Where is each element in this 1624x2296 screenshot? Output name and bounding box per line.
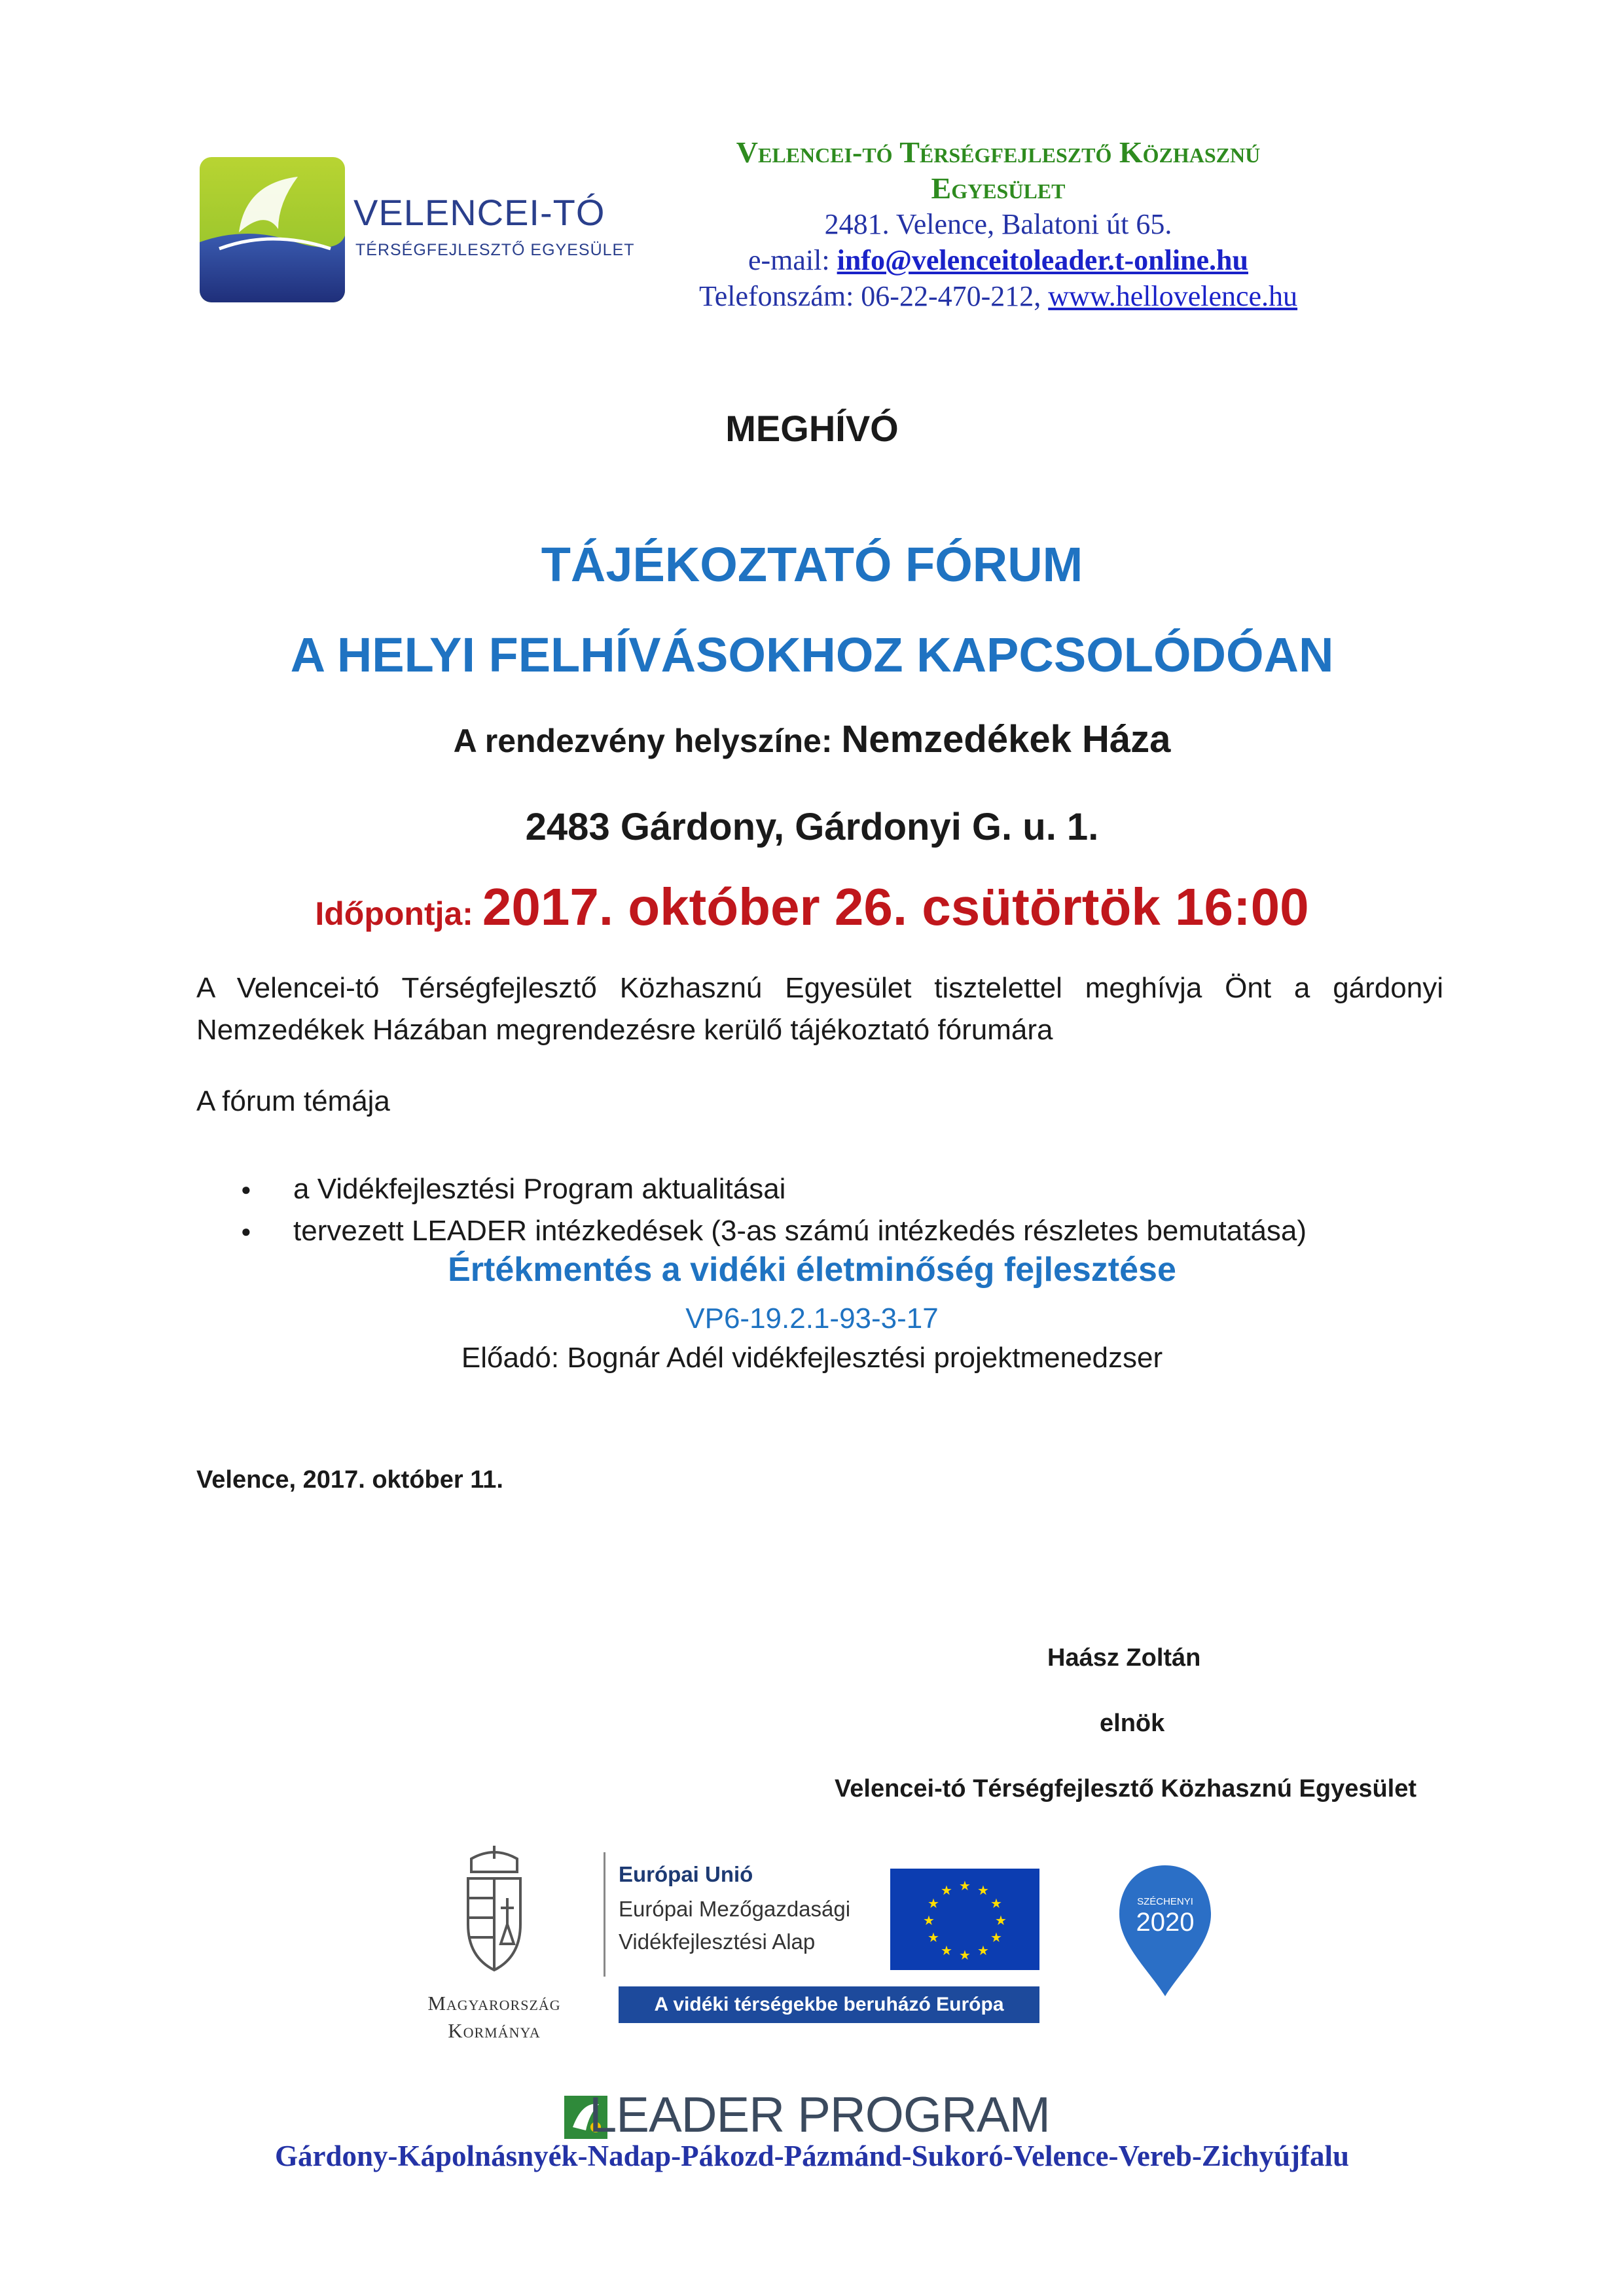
leader-program-text: LEADER PROGRAM: [589, 2087, 1050, 2143]
email-link[interactable]: info@velenceitoleader.t-online.hu: [837, 244, 1248, 276]
email-label: e-mail:: [748, 244, 837, 276]
signer-organization: Velencei-tó Térségfejlesztő Közhasznú Egyesület: [835, 1775, 1417, 1803]
svg-text:★: ★: [941, 1943, 952, 1958]
svg-text:★: ★: [928, 1929, 939, 1945]
forum-title-line-2: A HELYI FELHÍVÁSOKHOZ KAPCSOLÓDÓAN: [290, 628, 1334, 682]
org-email-line: [628, 242, 1368, 278]
signer-name: Haász Zoltán: [1047, 1644, 1201, 1672]
phone-label: Telefonszám: 06-22-470-212,: [698, 280, 1049, 312]
svg-text:★: ★: [923, 1912, 935, 1928]
logo-emblem: [200, 157, 345, 302]
map-pin-icon: [1113, 1859, 1218, 2003]
organization-contact: [628, 134, 1368, 314]
topic-list: [241, 1168, 1307, 1252]
presenter: Előadó: Bognár Adél vidékfejlesztési projektmenedzser: [461, 1342, 1163, 1374]
org-name-line-1: Velencei-tó Térségfejlesztő Közhasznú: [736, 135, 1261, 169]
hungarian-government-text: [393, 1990, 596, 2045]
org-address: 2481. Velence, Balatoni út 65.: [824, 208, 1172, 240]
svg-text:★: ★: [941, 1882, 952, 1898]
svg-text:★: ★: [990, 1929, 1002, 1945]
org-phone-line: [628, 278, 1368, 314]
szechenyi-2020-logo: [1113, 1859, 1218, 2003]
program-title: Értékmentés a vidéki életminőség fejlesztése: [448, 1251, 1176, 1289]
venue-line: [0, 717, 1624, 761]
intro-paragraph: A Velencei-tó Térségfejlesztő Közhasznú Egyesület tisztelettel meghívja Önt a gárdonyi Nemzedékek Házában megrendezésre kerülő tájékoztató fórumára: [196, 972, 1443, 1046]
venue-name: Nemzedékek Háza: [841, 718, 1171, 761]
logo-title: VELENCEI-TÓ: [353, 192, 605, 233]
svg-text:★: ★: [959, 1878, 971, 1893]
program-code: VP6-19.2.1-93-3-17: [685, 1302, 939, 1335]
event-time-line: [0, 877, 1624, 937]
venue-address: 2483 Gárdony, Gárdonyi G. u. 1.: [525, 806, 1099, 848]
eu-banner: A vidéki térségekbe beruházó Európa: [619, 1986, 1039, 2023]
organization-logo: [200, 157, 635, 302]
list-item: ● tervezett LEADER intézkedések (3-as számú intézkedés részletes bemutatása): [241, 1210, 1307, 1252]
eu-subtitle-2: Vidékfejlesztési Alap: [619, 1929, 816, 1954]
org-name-line-2: Egyesület: [931, 171, 1066, 205]
svg-text:★: ★: [995, 1912, 1007, 1928]
invitation-heading: MEGHÍVÓ: [725, 408, 899, 449]
svg-text:★: ★: [977, 1943, 989, 1958]
svg-text:★: ★: [959, 1947, 971, 1963]
forum-title-line-1: TÁJÉKOZTATÓ FÓRUM: [541, 537, 1083, 592]
signer-role: elnök: [1100, 1710, 1165, 1737]
venue-label: A rendezvény helyszíne:: [453, 723, 842, 759]
svg-text:★: ★: [928, 1895, 939, 1911]
footer-settlements: Gárdony-Kápolnásnyék-Nadap-Pákozd-Pázmánd-Sukoró-Velence-Vereb-Zichyújfalu: [275, 2140, 1349, 2172]
svg-text:★: ★: [977, 1882, 989, 1898]
time-label: Időpontja:: [315, 895, 482, 932]
date-place: Velence, 2017. október 11.: [196, 1466, 503, 1494]
coat-of-arms-icon: [393, 1846, 596, 1983]
hu-gov-line-2: Kormánya: [448, 2019, 541, 2042]
eu-subtitle-1: Európai Mezőgazdasági: [619, 1897, 851, 1921]
list-item: ● a Vidékfejlesztési Program aktualitásai: [241, 1168, 1307, 1210]
szechenyi-year: 2020: [1136, 1908, 1195, 1937]
eu-flag-icon: [890, 1869, 1039, 1970]
eu-divider: [604, 1852, 605, 1977]
event-time: 2017. október 26. csütörtök 16:00: [482, 878, 1309, 936]
topic-heading: A fórum témája: [196, 1085, 390, 1117]
logo-subtitle: TÉRSÉGFEJLESZTŐ EGYESÜLET: [355, 241, 635, 259]
website-link[interactable]: www.hellovelence.hu: [1048, 280, 1298, 312]
eu-title: Európai Unió: [619, 1862, 753, 1886]
szechenyi-label: SZÉCHENYI: [1137, 1896, 1193, 1907]
svg-text:★: ★: [990, 1895, 1002, 1911]
hu-gov-line-1: Magyarország: [427, 1992, 561, 2015]
